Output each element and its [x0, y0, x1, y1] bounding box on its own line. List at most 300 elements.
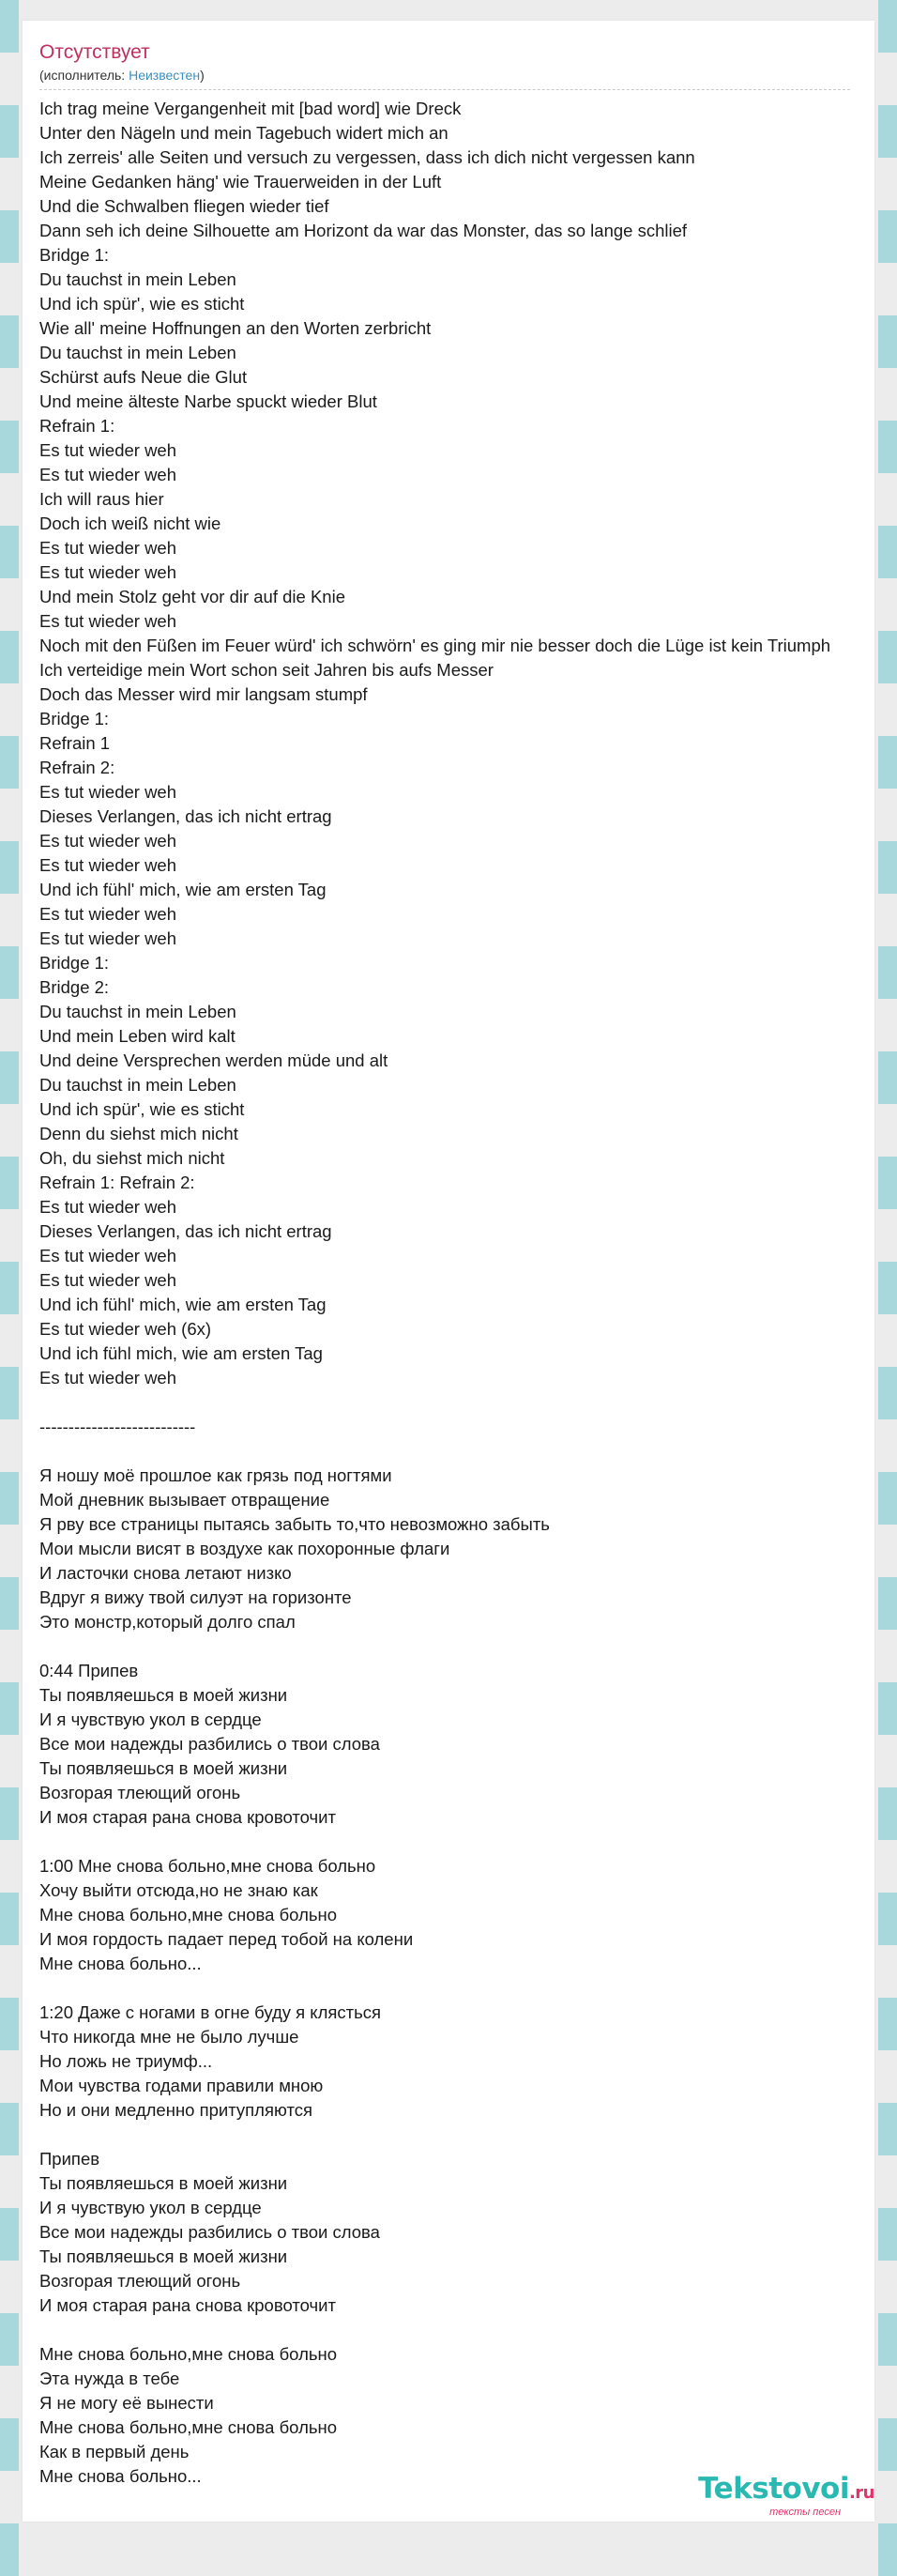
decor-stripe — [0, 2366, 19, 2392]
decor-stripe — [878, 631, 897, 657]
decor-stripe — [878, 1446, 897, 1472]
decor-stripe — [878, 1288, 897, 1314]
decor-stripe — [878, 1761, 897, 1787]
decor-stripe — [878, 473, 897, 499]
decor-stripe — [0, 2129, 19, 2155]
decor-stripe — [878, 105, 897, 131]
decor-stripe — [878, 368, 897, 394]
decor-stripe — [0, 2234, 19, 2261]
decor-stripe — [878, 342, 897, 368]
decor-stripe — [0, 894, 19, 920]
lyric-line: Bridge 1: — [39, 245, 110, 265]
lyric-line: Es tut wieder weh — [39, 855, 177, 875]
decor-stripe — [0, 2050, 19, 2077]
lyric-line: Es tut wieder weh — [39, 928, 177, 948]
decor-stripe — [0, 421, 19, 447]
lyric-line: Хочу выйти отсюда,но не знаю как — [39, 1880, 318, 1900]
decor-stripe — [878, 2445, 897, 2471]
lyric-line: Ты появляешься в моей жизни — [39, 1758, 288, 1778]
lyric-line: Meine Gedanken häng' wie Trauerweiden in der Luft — [39, 172, 442, 192]
decor-stripe — [878, 1577, 897, 1603]
lyric-line — [39, 1976, 874, 2001]
decor-stripe — [878, 867, 897, 894]
lyric-line: И моя старая рана снова кровоточит — [39, 1807, 336, 1827]
lyric-line: Все мои надежды разбились о твои слова — [39, 1734, 380, 1754]
decor-stripe — [0, 1288, 19, 1314]
lyric-line: Noch mit den Füßen im Feuer würd' ich schwörn' es ging mir nie besser doch die Lüge ist kein Triumph — [39, 636, 831, 655]
decor-stripe — [0, 2550, 19, 2576]
decor-stripe — [0, 2077, 19, 2103]
decor-stripe — [0, 710, 19, 736]
decor-stripe — [0, 1551, 19, 1577]
decor-stripe — [0, 394, 19, 421]
lyric-line: Es tut wieder weh — [39, 1270, 177, 1290]
lyric-line: Und die Schwalben fliegen wieder tief — [39, 196, 329, 216]
decor-stripe — [878, 1262, 897, 1288]
decor-stripe — [878, 2024, 897, 2050]
decor-stripe — [878, 920, 897, 946]
lyric-line: Это монстр,который долго спал — [39, 1612, 296, 1632]
decor-stripe — [0, 841, 19, 867]
lyric-line: Как в первый день — [39, 2442, 190, 2461]
decor-stripe — [0, 79, 19, 105]
decor-stripe — [0, 867, 19, 894]
decor-stripe — [878, 2497, 897, 2523]
decor-stripe — [878, 1630, 897, 1656]
lyric-line: Bridge 1: — [39, 953, 110, 973]
decor-stripe — [0, 1866, 19, 1893]
decor-stripe — [0, 2418, 19, 2445]
lyric-line: Und ich spür', wie es sticht — [39, 1099, 245, 1119]
decor-stripe — [0, 1104, 19, 1130]
decor-stripe — [878, 1998, 897, 2024]
decor-stripe — [878, 394, 897, 421]
decor-stripe — [0, 1919, 19, 1945]
decor-stripe — [0, 2287, 19, 2313]
lyric-line: Мне снова больно... — [39, 1954, 202, 1973]
decor-stripe — [0, 2497, 19, 2523]
decor-stripe — [878, 1919, 897, 1945]
decor-stripe — [878, 2313, 897, 2339]
decor-stripe — [878, 131, 897, 158]
lyric-line: Ich trag meine Vergangenheit mit [bad word] wie Dreck — [39, 99, 462, 118]
lyric-line: Wie all' meine Hoffnungen an den Worten zerbricht — [39, 318, 432, 338]
decor-stripe — [0, 210, 19, 237]
decor-stripe — [878, 1419, 897, 1446]
decor-stripe — [878, 999, 897, 1025]
lyric-line: Es tut wieder weh — [39, 611, 177, 631]
lyric-line: Du tauchst in mein Leben — [39, 1075, 236, 1095]
decor-stripe — [0, 2445, 19, 2471]
decor-stripe — [0, 1814, 19, 1840]
decor-stripe — [878, 1551, 897, 1577]
decor-stripe — [0, 2261, 19, 2287]
lyric-line: Und mein Stolz geht vor dir auf die Knie — [39, 587, 345, 606]
lyric-line: И ласточки снова летают низко — [39, 1563, 292, 1583]
decor-stripe — [878, 2050, 897, 2077]
decor-stripe — [0, 789, 19, 815]
decor-stripe — [878, 2471, 897, 2497]
lyric-line: Bridge 2: — [39, 977, 110, 997]
lyric-line: Я рву все страницы пытаясь забыть то,что невозможно забыть — [39, 1514, 550, 1534]
lyric-line: Ты появляешься в моей жизни — [39, 2246, 288, 2266]
decor-stripe — [878, 2155, 897, 2182]
decor-stripe — [878, 2261, 897, 2287]
decor-stripe — [878, 2129, 897, 2155]
decor-stripe — [878, 158, 897, 184]
decor-stripe — [0, 1367, 19, 1393]
decor-stripe — [0, 1446, 19, 1472]
lyric-line: Oh, du siehst mich nicht — [39, 1148, 225, 1168]
lyric-line: Эта нужда в тебе — [39, 2369, 180, 2388]
lyric-line: Возгорая тлеющий огонь — [39, 2271, 241, 2291]
decor-stripe — [878, 1735, 897, 1761]
decor-stripe — [0, 53, 19, 79]
lyric-line: Und ich fühl' mich, wie am ersten Tag — [39, 880, 327, 899]
decor-stripe — [0, 1577, 19, 1603]
artist-link[interactable]: Неизвестен — [129, 68, 201, 83]
lyrics-text — [39, 97, 874, 2489]
site-logo[interactable] — [698, 2473, 874, 2518]
decor-stripe — [878, 1025, 897, 1051]
lyric-line: Но ложь не триумф... — [39, 2051, 213, 2071]
decor-stripe — [0, 2182, 19, 2208]
lyric-line: Du tauchst in mein Leben — [39, 1002, 236, 1021]
decor-stripe — [0, 315, 19, 342]
decor-stripe — [0, 946, 19, 973]
lyric-line — [39, 1830, 874, 1854]
decor-stripe — [0, 368, 19, 394]
lyric-line: Что никогда мне не было лучше — [39, 2027, 299, 2047]
lyric-line: Du tauchst in mein Leben — [39, 269, 236, 289]
lyric-line: И я чувствую укол в сердце — [39, 2198, 262, 2217]
decor-stripe — [0, 1709, 19, 1735]
decor-stripe — [0, 499, 19, 526]
decor-stripe — [0, 1078, 19, 1104]
decor-stripe — [0, 0, 19, 26]
lyric-line: И моя гордость падает перед тобой на колени — [39, 1929, 414, 1949]
decor-stripe — [878, 605, 897, 631]
lyric-line: Refrain 2: — [39, 758, 115, 777]
decor-stripe — [878, 973, 897, 999]
lyrics-page — [23, 21, 874, 2522]
lyric-line: Es tut wieder weh — [39, 1368, 177, 1388]
lyric-line — [39, 1439, 874, 1464]
lyric-line: Припев — [39, 2149, 100, 2169]
decor-stripe — [0, 1393, 19, 1419]
decor-stripe — [0, 1945, 19, 1971]
lyric-line: 0:44 Припев — [39, 1661, 139, 1680]
left-decor-stripes — [0, 0, 19, 2538]
decor-stripe — [0, 1130, 19, 1157]
lyric-line: Возгорая тлеющий огонь — [39, 1783, 241, 1802]
song-header — [39, 39, 858, 90]
decor-stripe — [878, 2208, 897, 2234]
lyric-line: И я чувствую укол в сердце — [39, 1710, 262, 1729]
decor-stripe — [878, 53, 897, 79]
decor-stripe — [878, 1866, 897, 1893]
lyric-line: Мне снова больно,мне снова больно — [39, 2417, 338, 2437]
decor-stripe — [878, 1787, 897, 1814]
lyric-line: Refrain 1: Refrain 2: — [39, 1173, 195, 1192]
decor-stripe — [878, 710, 897, 736]
lyric-line: Und deine Versprechen werden müde und alt — [39, 1050, 388, 1070]
decor-stripe — [878, 0, 897, 26]
decor-stripe — [0, 1157, 19, 1183]
decor-stripe — [0, 2523, 19, 2550]
decor-stripe — [878, 552, 897, 578]
lyric-line: Schürst aufs Neue die Glut — [39, 367, 248, 387]
decor-stripe — [0, 1603, 19, 1630]
decor-stripe — [878, 683, 897, 710]
decor-stripe — [878, 2077, 897, 2103]
decor-stripe — [878, 1840, 897, 1866]
decor-stripe — [878, 1603, 897, 1630]
decor-stripe — [0, 920, 19, 946]
decor-stripe — [0, 289, 19, 315]
decor-stripe — [878, 841, 897, 867]
decor-stripe — [878, 237, 897, 263]
lyric-line: Я не могу её вынести — [39, 2393, 214, 2413]
decor-stripe — [0, 1419, 19, 1446]
lyric-line — [39, 2123, 874, 2147]
lyric-line: Es tut wieder weh — [39, 831, 177, 851]
decor-stripe — [0, 1656, 19, 1682]
lyric-line: Ты появляешься в моей жизни — [39, 1685, 288, 1705]
lyric-line: Мне снова больно,мне снова больно — [39, 1905, 338, 1924]
decor-stripe — [878, 79, 897, 105]
decor-stripe — [878, 1814, 897, 1840]
decor-stripe — [0, 1209, 19, 1235]
lyric-line: Вдруг я вижу твой силуэт на горизонте — [39, 1587, 352, 1607]
decor-stripe — [0, 999, 19, 1025]
lyric-line: Unter den Nägeln und mein Tagebuch widert mich an — [39, 123, 448, 143]
decor-stripe — [878, 1682, 897, 1709]
decor-stripe — [0, 736, 19, 762]
decor-stripe — [878, 1367, 897, 1393]
decor-stripe — [878, 2392, 897, 2418]
decor-stripe — [878, 578, 897, 605]
decor-stripe — [0, 447, 19, 473]
decor-stripe — [878, 1104, 897, 1130]
decor-stripe — [878, 184, 897, 210]
lyric-line: Dieses Verlangen, das ich nicht ertrag — [39, 1221, 332, 1241]
lyric-line: Es tut wieder weh — [39, 465, 177, 484]
decor-stripe — [0, 1761, 19, 1787]
decor-stripe — [878, 815, 897, 841]
right-decor-stripes — [878, 0, 897, 2538]
decor-stripe — [0, 2471, 19, 2497]
decor-stripe — [0, 26, 19, 53]
decor-stripe — [878, 1945, 897, 1971]
lyric-line: Doch das Messer wird mir langsam stumpf — [39, 684, 368, 704]
decor-stripe — [878, 1525, 897, 1551]
decor-stripe — [0, 1183, 19, 1209]
lyric-line: Dieses Verlangen, das ich nicht ertrag — [39, 806, 332, 826]
decor-stripe — [0, 631, 19, 657]
decor-stripe — [0, 473, 19, 499]
decor-stripe — [0, 1998, 19, 2024]
decor-stripe — [0, 1314, 19, 1341]
artist-line — [39, 67, 858, 84]
decor-stripe — [878, 1157, 897, 1183]
decor-stripe — [0, 131, 19, 158]
decor-stripe — [0, 237, 19, 263]
lyric-line: Und ich fühl' mich, wie am ersten Tag — [39, 1295, 327, 1314]
decor-stripe — [0, 1840, 19, 1866]
decor-stripe — [878, 2234, 897, 2261]
decor-stripe — [878, 2287, 897, 2313]
decor-stripe — [0, 158, 19, 184]
lyric-line: Es tut wieder weh — [39, 782, 177, 802]
decor-stripe — [0, 762, 19, 789]
decor-stripe — [878, 2523, 897, 2550]
lyric-line: Я ношу моё прошлое как грязь под ногтями — [39, 1465, 392, 1485]
decor-stripe — [878, 26, 897, 53]
decor-stripe — [0, 1893, 19, 1919]
decor-stripe — [0, 815, 19, 841]
lyric-line: Es tut wieder weh — [39, 1246, 177, 1265]
decor-stripe — [878, 2418, 897, 2445]
lyric-line: Und meine älteste Narbe spuckt wieder Blut — [39, 391, 377, 411]
decor-stripe — [878, 1393, 897, 1419]
lyric-line: Und ich fühl mich, wie am ersten Tag — [39, 1343, 323, 1363]
decor-stripe — [0, 683, 19, 710]
decor-stripe — [0, 1971, 19, 1998]
lyric-line: Но и они медленно притупляются — [39, 2100, 312, 2120]
lyric-line: Du tauchst in mein Leben — [39, 343, 236, 362]
lyric-line: --------------------------- — [39, 1417, 196, 1436]
decor-stripe — [0, 1682, 19, 1709]
lyric-line: Dann seh ich deine Silhouette am Horizont da war das Monster, das so lange schlief — [39, 221, 688, 240]
decor-stripe — [0, 1735, 19, 1761]
artist-prefix: (исполнитель: — [39, 68, 129, 83]
decor-stripe — [0, 1262, 19, 1288]
lyric-line: Es tut wieder weh — [39, 538, 177, 558]
logo-suffix: .ru — [848, 2483, 874, 2503]
decor-stripe — [878, 2103, 897, 2129]
decor-stripe — [0, 1051, 19, 1078]
decor-stripe — [878, 1709, 897, 1735]
lyric-line: Und mein Leben wird kalt — [39, 1026, 236, 1046]
decor-stripe — [878, 263, 897, 289]
decor-stripe — [0, 2208, 19, 2234]
lyric-line — [39, 1390, 874, 1415]
decor-stripe — [0, 263, 19, 289]
decor-stripe — [0, 2392, 19, 2418]
decor-stripe — [0, 1235, 19, 1262]
lyric-line: Es tut wieder weh — [39, 904, 177, 924]
decor-stripe — [878, 1472, 897, 1498]
decor-stripe — [878, 1893, 897, 1919]
decor-stripe — [878, 1314, 897, 1341]
lyric-line: Ich zerreis' alle Seiten und versuch zu vergessen, dass ich dich nicht vergessen kann — [39, 147, 695, 167]
decor-stripe — [0, 1787, 19, 1814]
decor-stripe — [878, 2182, 897, 2208]
decor-stripe — [878, 1656, 897, 1682]
lyric-line: Es tut wieder weh — [39, 562, 177, 582]
decor-stripe — [878, 2550, 897, 2576]
decor-stripe — [878, 289, 897, 315]
lyric-line: Ich will raus hier — [39, 489, 164, 509]
decor-stripe — [0, 605, 19, 631]
decor-stripe — [0, 2024, 19, 2050]
decor-stripe — [0, 1525, 19, 1551]
decor-stripe — [0, 184, 19, 210]
decor-stripe — [878, 2339, 897, 2366]
lyric-line: Es tut wieder weh (6x) — [39, 1319, 212, 1339]
lyric-line: Und ich spür', wie es sticht — [39, 294, 245, 314]
lyric-line: Ты появляешься в моей жизни — [39, 2173, 288, 2193]
decor-stripe — [878, 1209, 897, 1235]
header-divider — [39, 89, 850, 90]
decor-stripe — [878, 894, 897, 920]
decor-stripe — [0, 105, 19, 131]
lyric-line: Все мои надежды разбились о твои слова — [39, 2222, 380, 2242]
lyric-line: Es tut wieder weh — [39, 1197, 177, 1217]
decor-stripe — [878, 1183, 897, 1209]
decor-stripe — [878, 2366, 897, 2392]
decor-stripe — [0, 342, 19, 368]
decor-stripe — [878, 210, 897, 237]
decor-stripe — [878, 1078, 897, 1104]
decor-stripe — [878, 1051, 897, 1078]
lyric-line: Denn du siehst mich nicht — [39, 1124, 238, 1143]
decor-stripe — [878, 447, 897, 473]
lyric-line: 1:20 Даже с ногами в огне буду я клясться — [39, 2002, 382, 2022]
lyric-line: Es tut wieder weh — [39, 440, 177, 460]
decor-stripe — [878, 762, 897, 789]
decor-stripe — [0, 526, 19, 552]
lyric-line — [39, 2318, 874, 2342]
decor-stripe — [878, 736, 897, 762]
decor-stripe — [0, 973, 19, 999]
decor-stripe — [878, 1130, 897, 1157]
decor-stripe — [878, 1498, 897, 1525]
lyric-line: Ich verteidige mein Wort schon seit Jahren bis aufs Messer — [39, 660, 494, 680]
decor-stripe — [878, 315, 897, 342]
lyric-line: Мне снова больно,мне снова больно — [39, 2344, 338, 2364]
decor-stripe — [0, 1630, 19, 1656]
decor-stripe — [878, 657, 897, 683]
decor-stripe — [878, 1235, 897, 1262]
logo-main-text: Tekstovoi — [698, 2472, 849, 2506]
lyric-line: И моя старая рана снова кровоточит — [39, 2295, 336, 2315]
decor-stripe — [0, 2313, 19, 2339]
decor-stripe — [0, 1498, 19, 1525]
artist-suffix: ) — [200, 68, 205, 83]
decor-stripe — [878, 946, 897, 973]
lyric-line: Мои мысли висят в воздухе как похоронные флаги — [39, 1539, 450, 1558]
decor-stripe — [878, 1341, 897, 1367]
decor-stripe — [0, 2339, 19, 2366]
decor-stripe — [0, 657, 19, 683]
decor-stripe — [0, 1341, 19, 1367]
lyric-line: Мне снова больно... — [39, 2466, 202, 2486]
logo-wordmark — [698, 2473, 874, 2509]
lyric-line: 1:00 Мне снова больно,мне снова больно — [39, 1856, 376, 1876]
lyric-line: Doch ich weiß nicht wie — [39, 514, 221, 533]
song-title: Отсутствует — [39, 41, 150, 63]
lyric-line: Refrain 1: — [39, 416, 115, 436]
decor-stripe — [0, 1472, 19, 1498]
logo-tagline: тексты песен — [769, 2507, 841, 2518]
decor-stripe — [878, 1971, 897, 1998]
decor-stripe — [0, 1025, 19, 1051]
lyric-line: Bridge 1: — [39, 709, 110, 728]
lyric-line: Мои чувства годами правили мною — [39, 2076, 324, 2095]
decor-stripe — [878, 789, 897, 815]
